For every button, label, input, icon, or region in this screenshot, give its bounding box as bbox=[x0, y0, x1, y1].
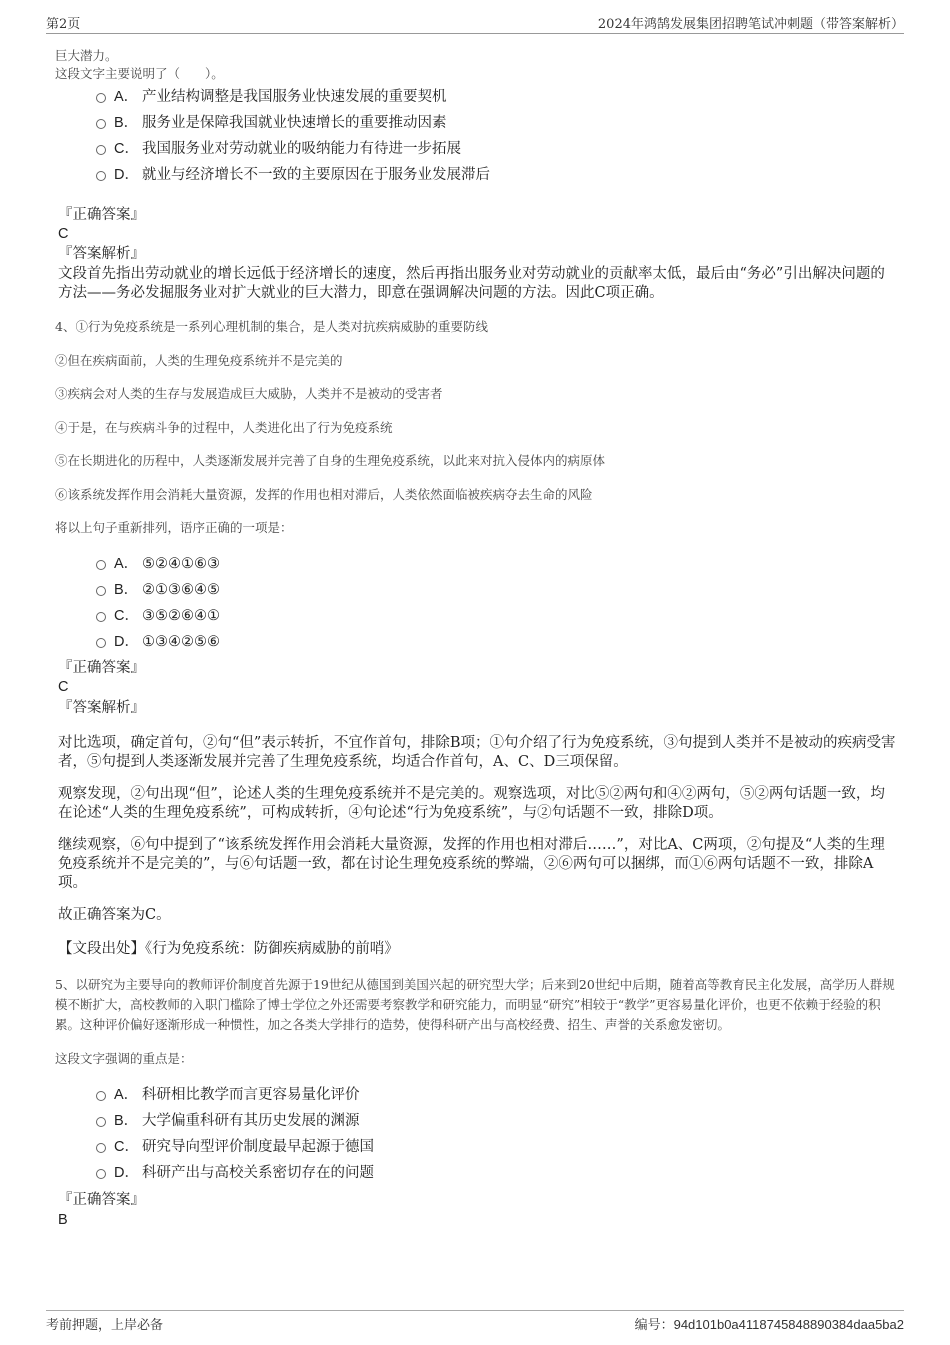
q3-option-b[interactable]: B． 服务业是保障我国就业快速增长的重要推动因素 bbox=[96, 110, 490, 136]
q4-sentence-4: ④于是，在与疾病斗争的过程中，人类进化出了行为免疫系统 bbox=[55, 420, 393, 435]
q3-answer: C bbox=[58, 226, 69, 242]
q4-sentence-1: 4、①行为免疫系统是一系列心理机制的集合，是人类对抗疾病威胁的重要防线 bbox=[55, 319, 488, 334]
q4-analysis-label: 『答案解析』 bbox=[58, 700, 145, 716]
q4-analysis-paragraph-2: 观察发现，②句出现“但”，论述人类的生理免疫系统并不是完美的。观察选项，对比⑤②两句和④②两句，⑤②两句话题一致，均在论述“人类的生理免疫系统”，可构成转折，④句论述“行为免疫系统”，与②句话题不一致，排除D项。 bbox=[58, 786, 885, 821]
q5-answer-label: 『正确答案』 bbox=[58, 1192, 145, 1208]
radio-icon[interactable] bbox=[96, 119, 106, 129]
q4-analysis-paragraph-1: 对比选项，确定首句，②句“但”表示转折，不宜作首句，排除B项；①句介绍了行为免疫系统，③句提到人类并不是被动的疾病受害者，⑤句提到人类逐渐发展并完善了生理免疫系统，均适合作首句，A、C、D三项保留。 bbox=[58, 735, 896, 770]
radio-icon[interactable] bbox=[96, 1169, 106, 1179]
q3-option-a[interactable]: A． 产业结构调整是我国服务业快速发展的重要契机 bbox=[96, 84, 490, 110]
page-header bbox=[46, 13, 904, 34]
q5-option-a[interactable]: A． 科研相比教学而言更容易量化评价 bbox=[96, 1082, 374, 1108]
q5-option-b[interactable]: B． 大学偏重科研有其历史发展的渊源 bbox=[96, 1108, 374, 1134]
q5-option-d[interactable]: D． 科研产出与高校关系密切存在的问题 bbox=[96, 1160, 374, 1186]
q3-option-c[interactable]: C． 我国服务业对劳动就业的吸纳能力有待进一步拓展 bbox=[96, 136, 490, 162]
q4-option-b[interactable]: B． ②①③⑥④⑤ bbox=[96, 577, 220, 603]
q4-analysis-paragraph-4: 故正确答案为C。 bbox=[58, 907, 171, 923]
radio-icon[interactable] bbox=[96, 586, 106, 596]
q3-analysis: 文段首先指出劳动就业的增长远低于经济增长的速度，然后再指出服务业对劳动就业的贡献率太低，最后由“务必”引出解决问题的方法——务必发掘服务业对扩大就业的巨大潜力，即意在强调解决问题的方法。因此C项正确。 bbox=[58, 266, 885, 301]
radio-icon[interactable] bbox=[96, 638, 106, 648]
radio-icon[interactable] bbox=[96, 560, 106, 570]
radio-icon[interactable] bbox=[96, 612, 106, 622]
radio-icon[interactable] bbox=[96, 93, 106, 103]
q5-options bbox=[96, 1082, 374, 1186]
q3-answer-label: 『正确答案』 bbox=[58, 207, 145, 223]
q5-passage: 5、以研究为主要导向的教师评价制度首先源于19世纪从德国到美国兴起的研究型大学；后来到20世纪中后期，随着高等教育民主化发展，高学历人群规模不断扩大，高校教师的入职门槛除了博士学位之外还需要考察教学和研究能力，而明显“研究”相较于“教学”更容易量化评价，也更不依赖于经验的积累。这种评价偏好逐渐形成一种惯性，加之各类大学排行的造势，使得科研产出与高校经费、招生、声誉的关系愈发密切。 bbox=[55, 977, 895, 1032]
q3-option-d[interactable]: D． 就业与经济增长不一致的主要原因在于服务业发展滞后 bbox=[96, 162, 490, 188]
q4-sentence-5: ⑤在长期进化的历程中，人类逐渐发展并完善了自身的生理免疫系统，以此来对抗入侵体内的病原体 bbox=[55, 453, 606, 468]
page-footer bbox=[46, 1310, 904, 1335]
document-code: 编号：94d101b0a4118745848890384daa5ba2 bbox=[634, 1317, 904, 1333]
page-number: 第2页 bbox=[46, 17, 81, 32]
q4-answer-label: 『正确答案』 bbox=[58, 660, 145, 676]
q3-continued-text: 巨大潜力。 bbox=[55, 48, 118, 63]
q4-question: 将以上句子重新排列，语序正确的一项是： bbox=[55, 520, 293, 535]
q3-question: 这段文字主要说明了（ ）。 bbox=[55, 66, 224, 81]
q4-answer: C bbox=[58, 679, 69, 695]
q4-sentence-6: ⑥该系统发挥作用会消耗大量资源，发挥的作用也相对滞后，人类依然面临被疾病夺去生命的风险 bbox=[55, 487, 593, 502]
radio-icon[interactable] bbox=[96, 1117, 106, 1127]
radio-icon[interactable] bbox=[96, 1143, 106, 1153]
q4-sentence-2: ②但在疾病面前，人类的生理免疫系统并不是完美的 bbox=[55, 353, 343, 368]
q5-question: 这段文字强调的重点是： bbox=[55, 1051, 193, 1066]
q5-option-c[interactable]: C． 研究导向型评价制度最早起源于德国 bbox=[96, 1134, 374, 1160]
radio-icon[interactable] bbox=[96, 145, 106, 155]
q4-option-d[interactable]: D． ①③④②⑤⑥ bbox=[96, 629, 220, 655]
document-title: 2024年鸿鹄发展集团招聘笔试冲刺题（带答案解析） bbox=[597, 17, 904, 32]
q4-sentence-3: ③疾病会对人类的生存与发展造成巨大威胁，人类并不是被动的受害者 bbox=[55, 386, 443, 401]
radio-icon[interactable] bbox=[96, 171, 106, 181]
q4-option-a[interactable]: A． ⑤②④①⑥③ bbox=[96, 551, 220, 577]
q3-analysis-label: 『答案解析』 bbox=[58, 246, 145, 262]
q3-options bbox=[96, 84, 490, 188]
q4-option-c[interactable]: C． ③⑤②⑥④① bbox=[96, 603, 220, 629]
footer-slogan: 考前押题，上岸必备 bbox=[46, 1318, 164, 1333]
radio-icon[interactable] bbox=[96, 1091, 106, 1101]
q5-answer: B bbox=[58, 1212, 68, 1228]
q4-options bbox=[96, 551, 220, 655]
q4-source: 【文段出处】《行为免疫系统：防御疾病威胁的前哨》 bbox=[58, 941, 399, 957]
q4-analysis-paragraph-3: 继续观察，⑥句中提到了“该系统发挥作用会消耗大量资源，发挥的作用也相对滞后……”，对比A、C两项，②句提及“人类的生理免疫系统并不是完美的”，与⑥句话题一致，都在讨论生理免疫系统的弊端，②⑥两句可以捆绑，而①⑥两句话题不一致，排除A项。 bbox=[58, 837, 885, 891]
